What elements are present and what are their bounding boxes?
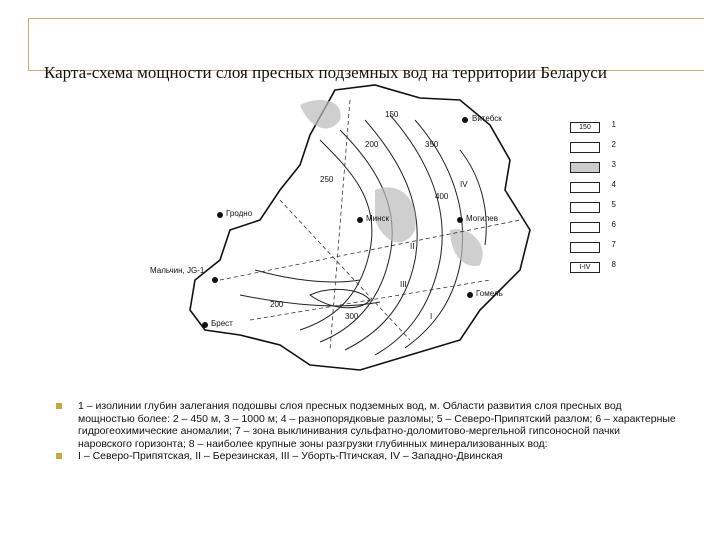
slide-title: Карта-схема мощности слоя пресных подземных вод на территории Беларуси [44,63,607,82]
isoline-label: 300 [345,312,359,321]
map-figure [150,80,620,390]
isoline-label: 200 [270,300,284,309]
legend-symbol [570,222,600,233]
legend-number: 4 [611,180,616,189]
notes-list [56,400,676,463]
city-label-vitebsk: Витебск [472,114,502,123]
isoline-label: 400 [435,192,449,201]
isoline-label: 250 [320,175,334,184]
legend-row [568,240,616,254]
city-label-mogilev: Могилев [466,214,498,223]
legend-row [568,220,616,234]
list-item [56,400,676,450]
country-outline [190,85,530,370]
mogilev-marker [457,217,463,223]
square-bullet-icon [56,403,62,409]
square-bullet-icon [56,453,62,459]
zone-label: III [400,280,407,289]
vitebsk-marker [462,117,468,123]
legend-row [568,120,616,134]
legend-number: 3 [611,160,616,169]
gomel-marker [467,292,473,298]
legend-symbol [570,142,600,153]
zone-label: II [410,242,415,251]
map-legend [568,120,616,290]
minsk-marker [357,217,363,223]
legend-row [568,140,616,154]
legend-number: 5 [611,200,616,209]
legend-symbol [570,202,600,213]
legend-symbol [570,182,600,193]
legend-row [568,260,616,274]
legend-number: 7 [611,240,616,249]
legend-row [568,180,616,194]
legend-symbol: 150 [570,122,600,133]
zone-label: I [430,312,433,321]
legend-number: 8 [611,260,616,269]
isoline-label: 150 [385,110,399,119]
legend-row [568,160,616,174]
city-label-grodno: Гродно [226,209,253,218]
brest-marker [202,322,208,328]
isoline-label: 350 [425,140,439,149]
grodno-marker [217,212,223,218]
legend-number: 6 [611,220,616,229]
malchin-marker [212,277,218,283]
belarus-map-drawing [160,80,620,390]
note-text: I – Северо-Припятская, II – Березинская, III – Уборть-Птичская, IV – Западно-Двинская [78,450,503,462]
note-text: 1 – изолинии глубин залегания подошвы слоя пресных подземных вод, м. Области развития слоя пресных вод мощностью более: 2 – 450 м, 3 – 1000 м; 4 – разнопорядковые разломы; 5 – Северо-Припятский разлом; 6 – характерные гидрогеохимические аномалии; 7 – зона выклинивания сульфатно-доломитово-мергельной гипсоносной пачки наровского горизонта; 8 – наиболее крупные зоны разгрузки глубинных минерализованных вод: [78,400,676,450]
legend-symbol [570,162,600,173]
zone-label: IV [460,180,468,189]
city-label-malchin: Мальчин, JG-1 [150,266,205,275]
city-label-minsk: Минск [366,214,390,223]
title-frame-left [28,18,29,70]
title-frame-top [28,18,704,19]
legend-symbol [570,242,600,253]
isoline-label: 200 [365,140,379,149]
legend-row [568,200,616,214]
legend-number: 1 [611,120,616,129]
legend-symbol: I-IV [570,262,600,273]
city-label-gomel: Гомель [476,289,503,298]
legend-number: 2 [611,140,616,149]
city-label-brest: Брест [211,319,233,328]
list-item [56,450,676,463]
